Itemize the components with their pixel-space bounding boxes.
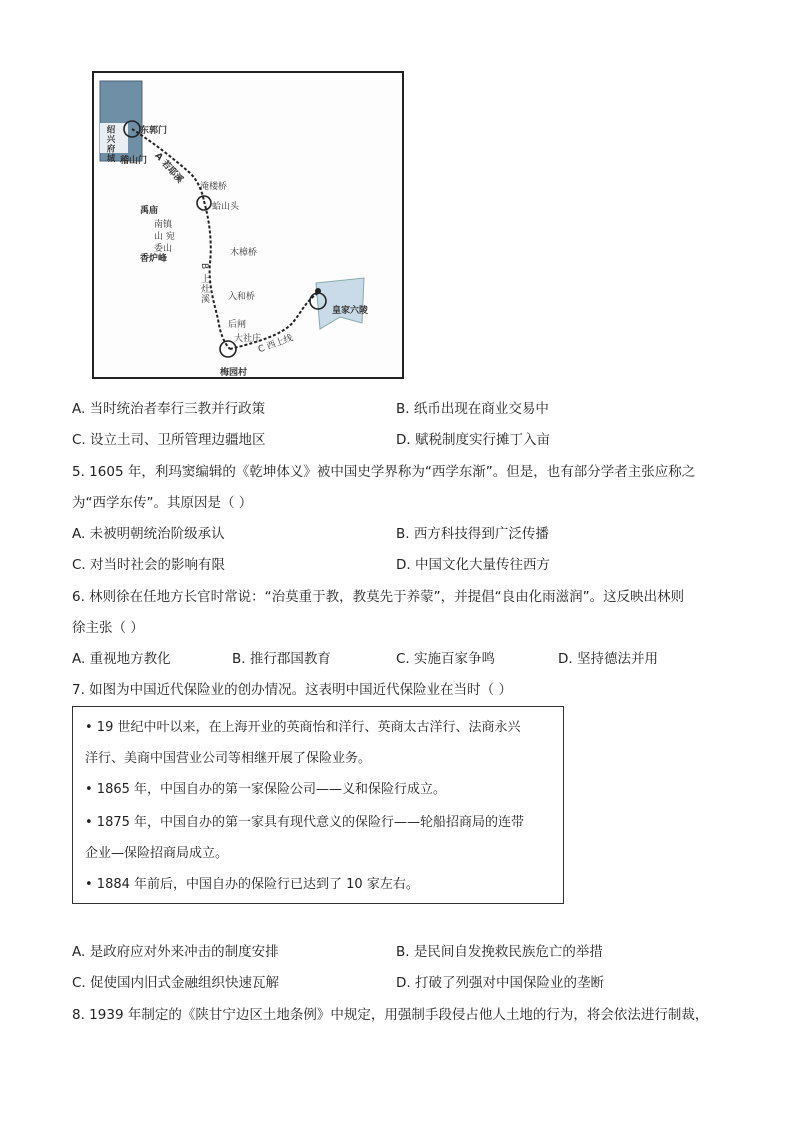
q7-option-d: D. 打破了列强对中国保险业的垄断	[396, 975, 604, 991]
q8-stem-line1: 8. 1939 年制定的《陕甘宁边区土地条例》中规定，用强制手段侵占他人土地的行为，将会依法进行制裁，	[72, 1007, 709, 1023]
q7-option-c: C. 促使国内旧式金融组织快速瓦解	[72, 975, 280, 991]
mountains-label: 南镇山 宛委山	[154, 220, 175, 254]
temple-label: 禹庙	[140, 206, 159, 216]
q7-box-line: • 19 世纪中叶以来，在上海开业的英商怡和洋行、英商太古洋行、法商永兴	[85, 720, 521, 735]
q6-option-a: A. 重视地方教化	[72, 651, 171, 667]
q7-option-a: A. 是政府应对外来冲击的制度安排	[72, 944, 279, 960]
q7-material-box	[72, 706, 564, 904]
bridge3-label: 入和桥	[228, 292, 256, 302]
q7-box-line: • 1865 年，中国自办的第一家保险公司——义和保险行成立。	[85, 782, 447, 797]
bridge1-label: 淹楼桥	[200, 182, 228, 192]
q4-option-b: B. 纸币出现在商业交易中	[396, 401, 549, 417]
q6-stem-line1: 6. 林则徐在任地方长官时常说：“治莫重于教，教莫先于养蒙”，并提倡“良由化雨滋润”。这反映出林则	[72, 589, 685, 605]
place2-label: 大社庄	[234, 334, 262, 344]
q5-option-a: A. 未被明朝统治阶级承认	[72, 526, 225, 542]
bridge2-label: 木樟桥	[230, 248, 258, 258]
q7-option-b: B. 是民间自发挽救民族危亡的举措	[396, 944, 603, 960]
q6-option-b: B. 推行郡国教育	[232, 651, 331, 667]
q7-box-line: 洋行、美商中国营业公司等相继开展了保险业务。	[85, 751, 372, 766]
jishan-gate-label: 稽山门	[120, 156, 148, 166]
q4-option-a: A. 当时统治者奉行三教并行政策	[72, 401, 266, 417]
route-c-label: C 西上线	[257, 333, 295, 356]
east-gate-label: 东郭门	[140, 126, 168, 136]
place1-label: 后闸	[228, 320, 247, 330]
q6-option-d: D. 坚持德法并用	[558, 651, 658, 667]
village-label: 梅园村	[220, 368, 248, 378]
city-label: 绍兴府城	[105, 125, 115, 163]
map-figure	[92, 71, 404, 379]
q4-option-c: C. 设立土司、卫所管理边疆地区	[72, 432, 266, 448]
hill1-label: 蛤山头	[212, 202, 240, 212]
q5-option-c: C. 对当时社会的影响有限	[72, 557, 226, 573]
q6-stem-line2: 徐主张（ ）	[72, 620, 144, 636]
q5-stem-line1: 5. 1605 年，利玛窦编辑的《乾坤体义》被中国史学界称为“西学东渐”。但是，也有部分学者主张应称之	[72, 464, 696, 480]
q6-option-c: C. 实施百家争鸣	[396, 651, 496, 667]
q7-box-line: • 1884 年前后，中国自办的保险行已达到了 10 家左右。	[85, 877, 419, 892]
q7-stem: 7. 如图为中国近代保险业的创办情况。这表明中国近代保险业在当时（ ）	[72, 682, 512, 698]
q5-option-b: B. 西方科技得到广泛传播	[396, 526, 549, 542]
route-a-label: A 若耶溪	[152, 151, 185, 186]
q4-option-d: D. 赋税制度实行摊丁入亩	[396, 432, 550, 448]
q5-stem-line2: 为“西学东传”。其原因是（ ）	[72, 495, 253, 511]
q7-box-line: • 1875 年，中国自办的第一家具有现代意义的保险行——轮船招商局的连带	[85, 815, 525, 830]
q5-option-d: D. 中国文化大量传往西方	[396, 557, 550, 573]
route-b-label: B 上灶溪	[199, 263, 209, 305]
peak-label: 香炉峰	[140, 254, 168, 264]
tomb-label: 皇家六陵	[332, 306, 369, 316]
q7-box-line: 企业—保险招商局成立。	[85, 846, 229, 861]
